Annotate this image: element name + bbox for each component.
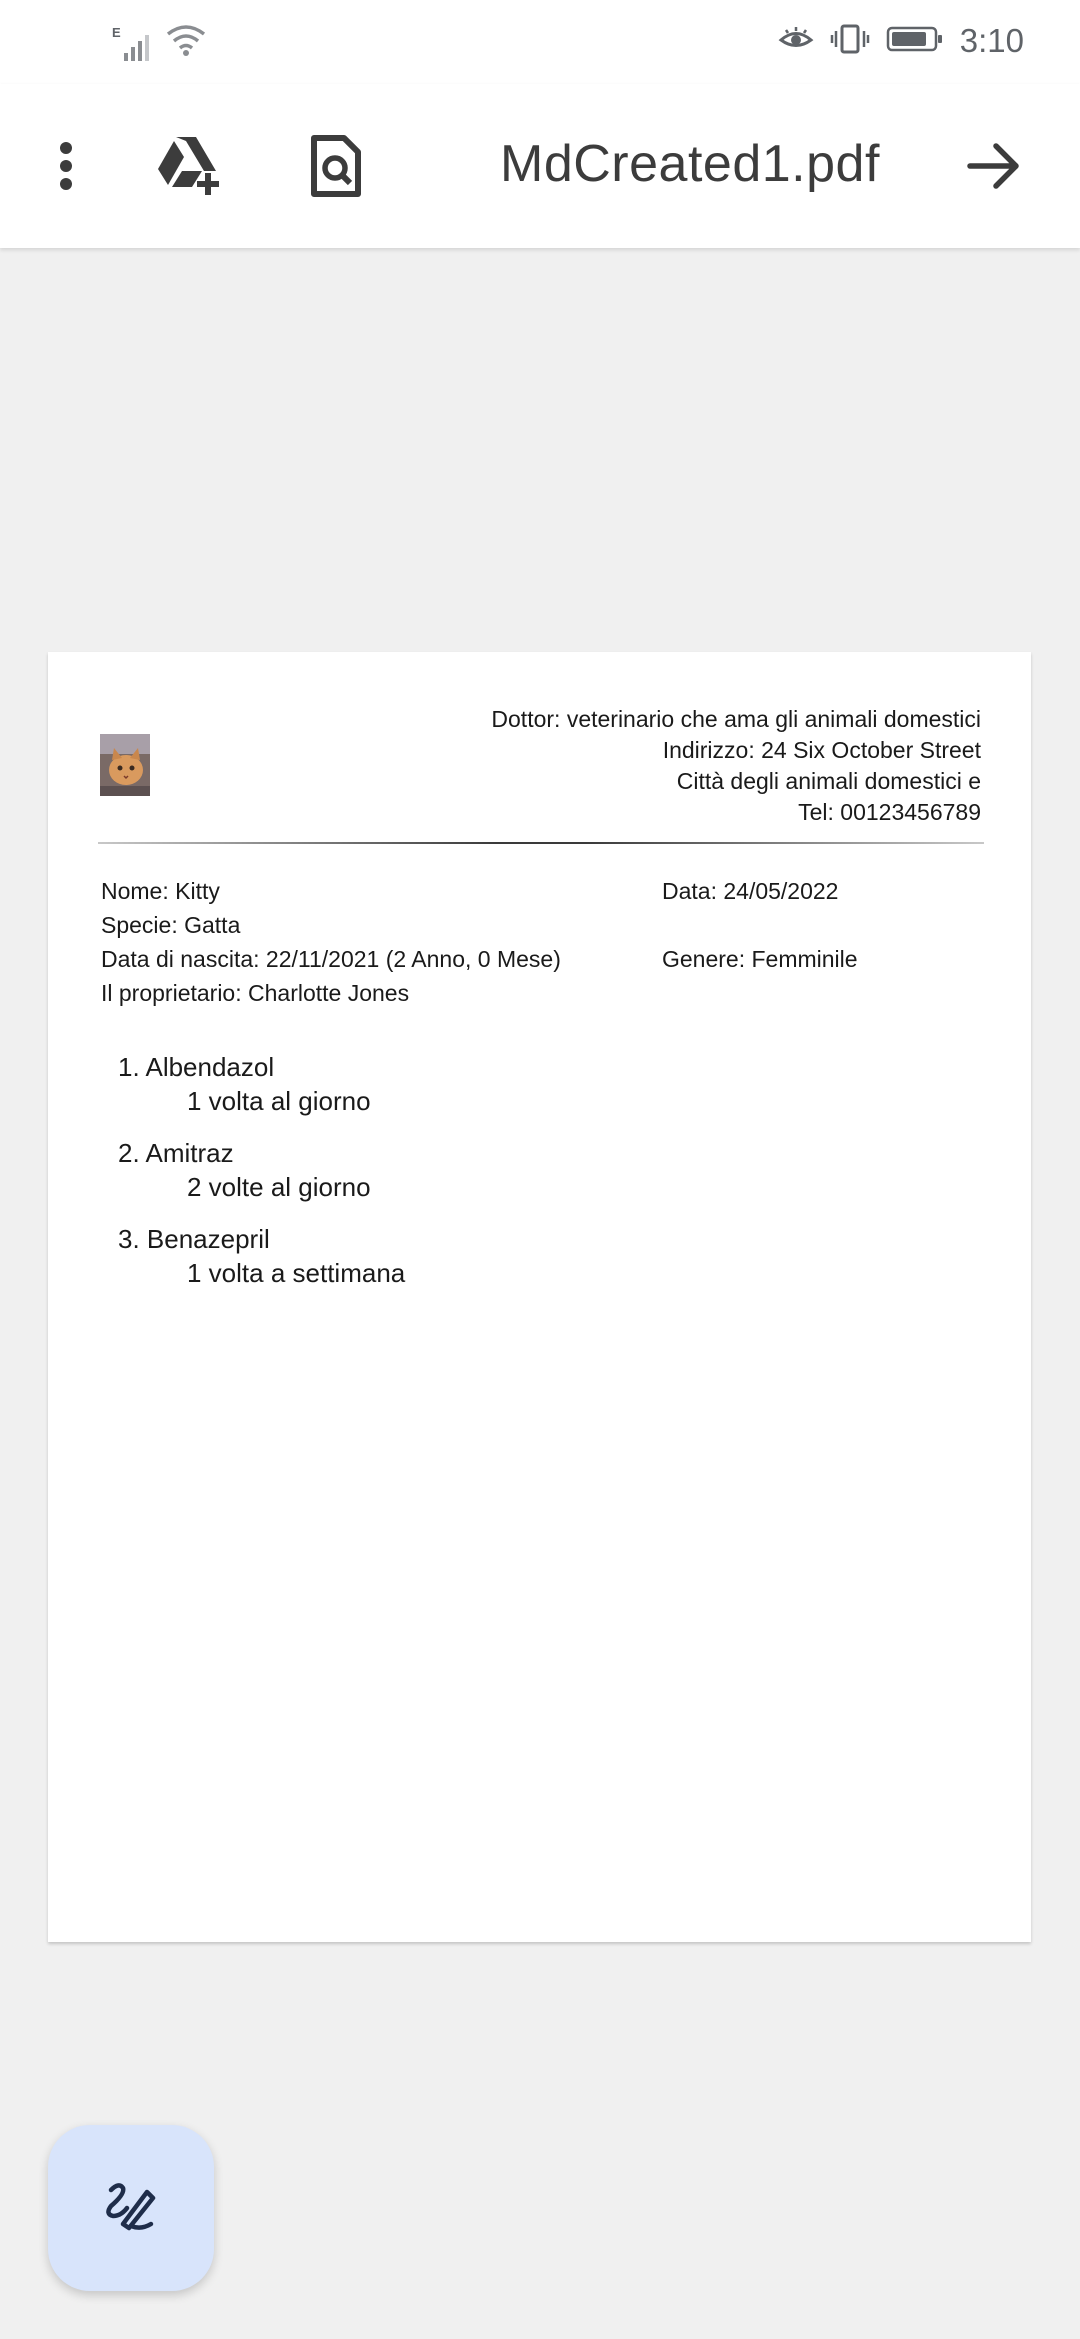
app-bar — [0, 84, 1080, 248]
medication-name: 2. Amitraz — [118, 1138, 234, 1168]
info-row-owner — [101, 976, 981, 1010]
patient-info — [101, 874, 981, 1010]
info-row-species — [101, 908, 981, 942]
draw-signature-button[interactable] — [48, 2125, 214, 2291]
network-type-label: E — [112, 25, 121, 40]
more-vert-icon[interactable] — [30, 130, 102, 202]
document-title: MdCreated1.pdf — [500, 135, 880, 193]
vibrate-icon — [830, 23, 870, 60]
birth-date: Data di nascita: 22/11/2021 (2 Anno, 0 Mese) — [101, 946, 561, 972]
city-line: Città degli animali domestici e — [676, 768, 981, 794]
medication-list — [118, 1050, 405, 1308]
add-to-drive-icon[interactable] — [155, 130, 227, 202]
list-item — [118, 1136, 405, 1204]
cat-photo-logo — [100, 734, 150, 796]
list-item — [118, 1050, 405, 1118]
owner-name: Il proprietario: Charlotte Jones — [101, 980, 410, 1006]
medication-name: 3. Benazepril — [118, 1224, 270, 1254]
medication-dose: 1 volta al giorno — [187, 1086, 371, 1116]
cell-signal-icon — [112, 27, 152, 63]
list-item — [118, 1222, 405, 1290]
info-row-name — [101, 874, 981, 908]
draw-signature-icon — [101, 2176, 161, 2241]
status-left — [112, 22, 208, 63]
pdf-page — [48, 652, 1031, 1942]
medication-name: 1. Albendazol — [118, 1052, 275, 1082]
eye-comfort-icon — [778, 24, 814, 59]
phone-line: Tel: 00123456789 — [798, 799, 981, 825]
visit-date: Data: 24/05/2022 — [662, 878, 839, 904]
clock: 3:10 — [959, 22, 1024, 59]
medication-dose: 2 volte al giorno — [187, 1172, 371, 1202]
patient-species: Specie: Gatta — [101, 912, 241, 938]
address-line: Indirizzo: 24 Six October Street — [662, 737, 981, 763]
patient-gender: Genere: Femminile — [662, 946, 858, 972]
battery-icon — [886, 25, 944, 58]
status-bar — [0, 0, 1080, 84]
patient-name: Nome: Kitty — [101, 878, 220, 904]
info-row-birth — [101, 942, 981, 976]
status-right — [778, 22, 1024, 60]
arrow-forward-icon[interactable] — [958, 130, 1030, 202]
find-in-page-icon[interactable] — [300, 130, 372, 202]
doctor-line: Dottor: veterinario che ama gli animali domestici — [491, 706, 981, 732]
header-divider — [98, 842, 984, 844]
medication-dose: 1 volta a settimana — [187, 1258, 406, 1288]
wifi-icon — [164, 22, 208, 63]
vet-header — [491, 704, 981, 828]
